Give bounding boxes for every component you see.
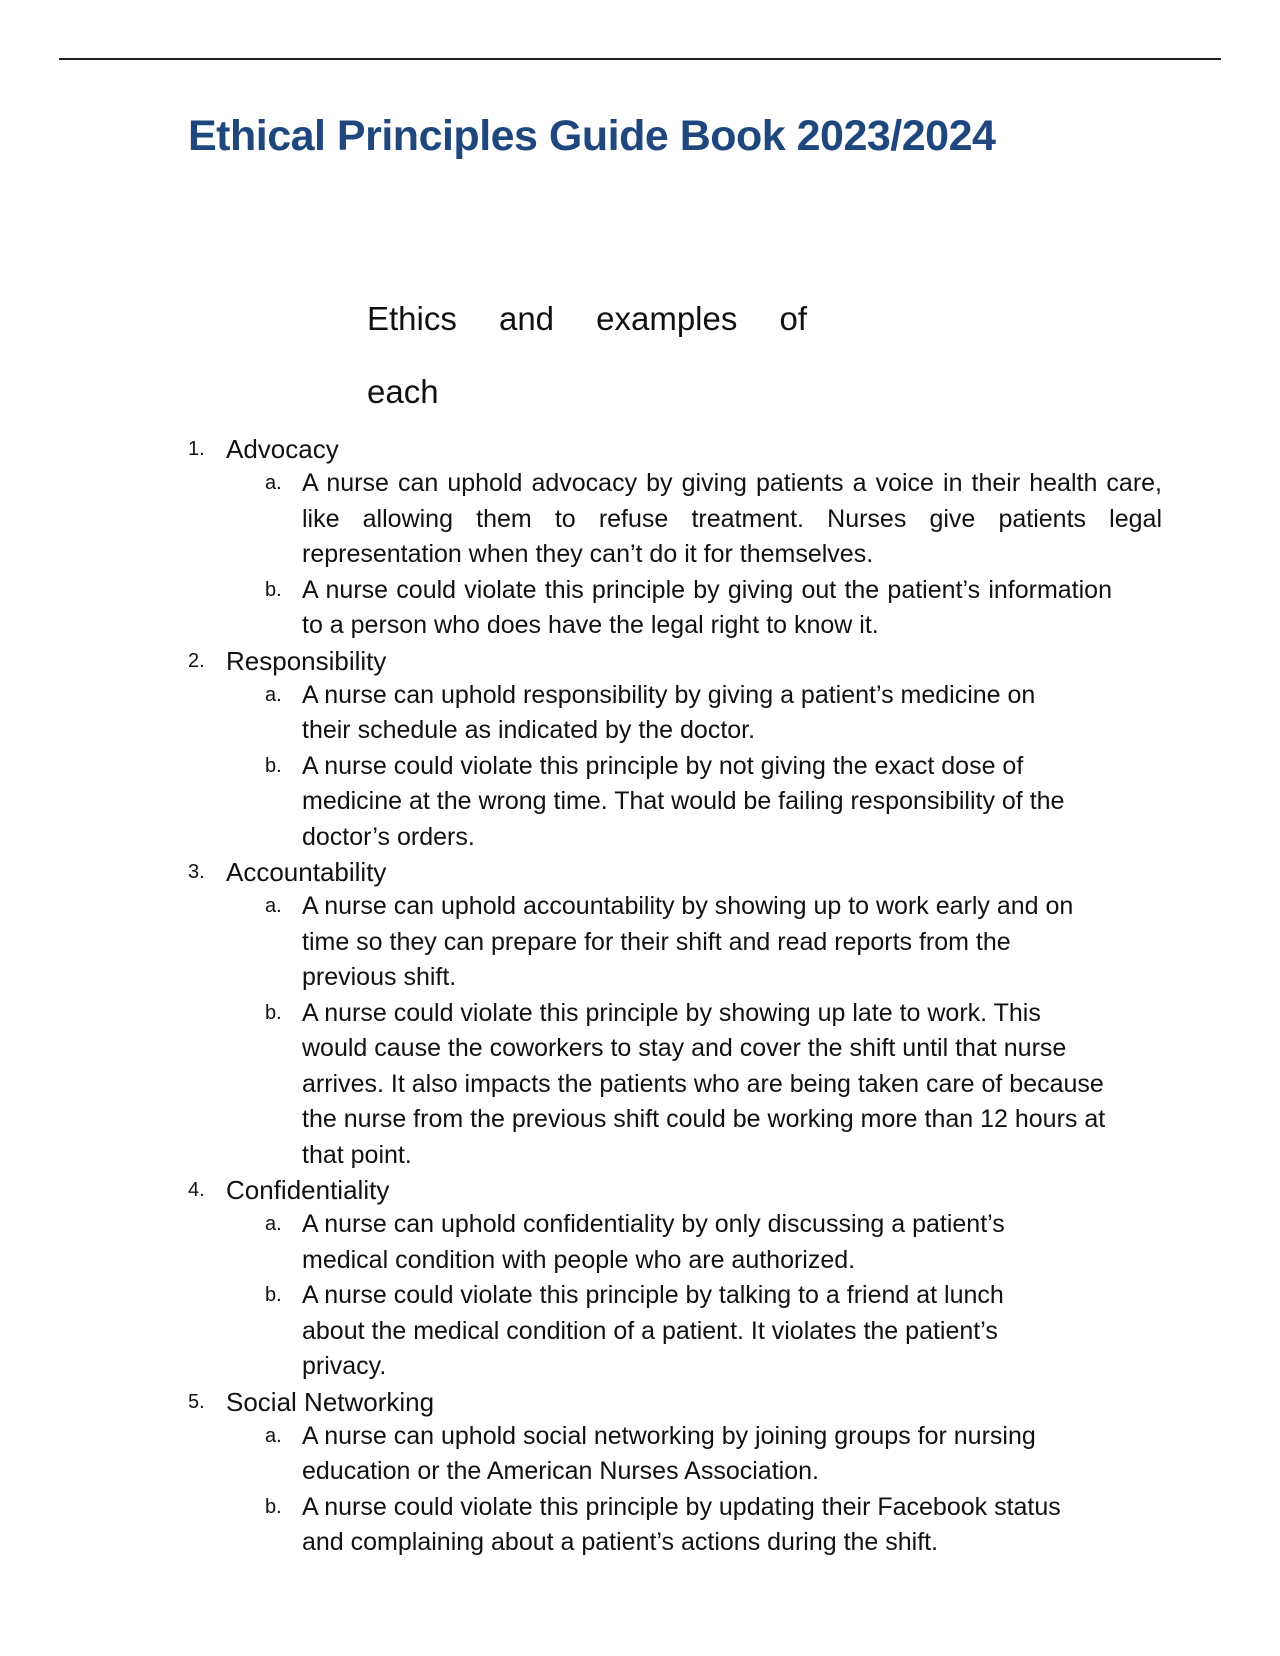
example-item (188, 749, 1118, 856)
example-letter: a. (265, 895, 282, 917)
example-text: A nurse can uphold responsibility by giving a patient’s medicine on their schedule as indicated by the doctor. (302, 680, 1036, 744)
example-item (188, 1490, 1118, 1561)
principle-item-accountability (188, 855, 1118, 1173)
example-text: A nurse could violate this principle by not giving the exact dose of medicine at the wrong time. That would be failing responsibility of the doctor’s orders. (302, 751, 1065, 851)
example-letter: b. (265, 754, 282, 777)
principle-heading (188, 855, 1118, 889)
example-text: A nurse could violate this principle by showing up late to work. This would cause the coworkers to stay and cover the shift until that nurse arrives. It also impacts the patients who are being taken care of because the nurse from the previous shift could be working more than 12 hours at that point. (302, 998, 1106, 1169)
example-list (188, 678, 1118, 856)
example-letter: b. (265, 1001, 282, 1024)
principle-item-advocacy (188, 432, 1162, 644)
example-item (188, 1207, 1118, 1278)
example-letter: a. (265, 472, 282, 494)
example-list (188, 1419, 1118, 1561)
principle-item-responsibility (188, 644, 1118, 856)
principle-number: 3. (188, 861, 205, 883)
principles-list (188, 432, 1162, 1561)
example-text: A nurse could violate this principle by updating their Facebook status and complaining about a patient’s actions during the shift. (302, 1492, 1061, 1556)
section-subheading (367, 282, 807, 428)
principle-heading (188, 1385, 1118, 1419)
example-text: A nurse can uphold confidentiality by only discussing a patient’s medical condition with people who are authorized. (302, 1210, 1005, 1274)
principle-item-social-networking (188, 1385, 1118, 1561)
principle-label: Responsibility (226, 645, 387, 676)
principle-number: 1. (188, 438, 205, 460)
example-letter: b. (265, 1284, 282, 1306)
principle-heading (188, 432, 1118, 466)
example-letter: a. (265, 683, 282, 706)
example-item (188, 678, 1118, 749)
principle-label: Accountability (226, 857, 387, 887)
document-title: Ethical Principles Guide Book 2023/2024 (188, 112, 996, 160)
example-item (188, 889, 1118, 996)
principle-item-confidentiality (188, 1173, 1118, 1385)
example-item (188, 996, 1118, 1174)
example-list (188, 889, 1118, 1173)
principle-number: 2. (188, 649, 205, 672)
example-letter: b. (265, 1495, 282, 1518)
example-text: A nurse can uphold social networking by joining groups for nursing education or the American Nurses Association. (302, 1421, 1036, 1485)
example-list (188, 1207, 1118, 1385)
example-item (188, 1419, 1118, 1490)
example-list (188, 466, 1162, 644)
subheading-line-1: Ethics and examples of (367, 300, 807, 337)
example-text: A nurse can uphold accountability by showing up to work early and on time so they can prepare for their shift and read reports from the previous shift. (302, 892, 1074, 991)
principle-label: Social Networking (226, 1386, 435, 1417)
principle-label: Confidentiality (226, 1175, 390, 1205)
example-letter: a. (265, 1424, 282, 1447)
principle-heading (188, 1173, 1118, 1207)
principle-number: 5. (188, 1390, 205, 1413)
example-item (188, 573, 1118, 644)
principle-heading (188, 644, 1118, 678)
example-item (188, 1278, 1118, 1385)
example-text: A nurse can uphold advocacy by giving patients a voice in their health care, like allowing them to refuse treatment. Nurses give patients legal representation when they can’t do it for themselves. (302, 469, 1162, 568)
example-text: A nurse could violate this principle by giving out the patient’s information to a person who does have the legal right to know it. (302, 575, 1112, 639)
principle-number: 4. (188, 1179, 205, 1201)
subheading-line-2: each (367, 373, 439, 410)
principle-label: Advocacy (226, 434, 339, 464)
example-letter: b. (265, 578, 282, 601)
example-item (188, 466, 1162, 573)
example-letter: a. (265, 1213, 282, 1235)
example-text: A nurse could violate this principle by talking to a friend at lunch about the medical condition of a patient. It violates the patient’s privacy. (302, 1281, 1004, 1380)
header-rule (59, 58, 1221, 60)
